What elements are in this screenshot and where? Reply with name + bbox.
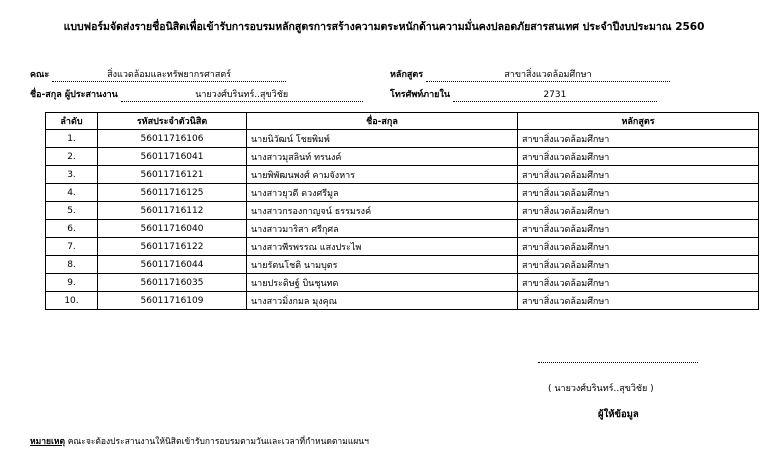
cell-no: 3.	[46, 166, 98, 184]
cell-no: 10.	[46, 292, 98, 310]
cell-student-id: 56011716035	[98, 274, 247, 292]
cell-course: สาขาสิ่งแวดล้อมศึกษา	[518, 148, 759, 166]
cell-course: สาขาสิ่งแวดล้อมศึกษา	[518, 256, 759, 274]
cell-no: 9.	[46, 274, 98, 292]
table-row	[46, 202, 759, 220]
coordinator-field	[30, 87, 363, 102]
table-row	[46, 220, 759, 238]
footnote-label: หมายเหตุ	[30, 437, 65, 447]
cell-student-id: 56011716106	[98, 130, 247, 148]
table-row	[46, 292, 759, 310]
cell-student-id: 56011716040	[98, 220, 247, 238]
cell-course: สาขาสิ่งแวดล้อมศึกษา	[518, 166, 759, 184]
cell-course: สาขาสิ่งแวดล้อมศึกษา	[518, 220, 759, 238]
phone-label: โทรศัพท์ภายใน	[390, 90, 450, 100]
phone-field	[390, 87, 657, 102]
table-row	[46, 238, 759, 256]
cell-no: 2.	[46, 148, 98, 166]
form-title: แบบฟอร์มจัดส่งรายชื่อนิสิตเพื่อเข้ารับการอบรมหลักสูตรการสร้างความตระหนักด้านความมั่นคงปลอดภัยสารสนเทศ ประจำปีงบประมาณ 2560	[63, 21, 705, 33]
course-value: สาขาสิ่งแวดล้อมศึกษา	[426, 70, 670, 82]
cell-student-id: 56011716125	[98, 184, 247, 202]
cell-name: นางสาวกรองกาญจน์ ธรรมรงค์	[247, 202, 518, 220]
cell-course: สาขาสิ่งแวดล้อมศึกษา	[518, 130, 759, 148]
table-row	[46, 130, 759, 148]
header-course: หลักสูตร	[518, 113, 759, 130]
cell-name: นายรัตนโชติ นามบุตร	[247, 256, 518, 274]
cell-student-id: 56011716041	[98, 148, 247, 166]
cell-course: สาขาสิ่งแวดล้อมศึกษา	[518, 238, 759, 256]
phone-value: 2731	[453, 90, 657, 102]
cell-name: นายนิวัฒน์ โชยพิมพ์	[247, 130, 518, 148]
cell-course: สาขาสิ่งแวดล้อมศึกษา	[518, 274, 759, 292]
cell-no: 6.	[46, 220, 98, 238]
cell-no: 5.	[46, 202, 98, 220]
faculty-value: สิ่งแวดล้อมและทรัพยากรศาสตร์	[52, 70, 286, 82]
cell-name: นางสาวมิ่งกมล มุงคุณ	[247, 292, 518, 310]
cell-no: 8.	[46, 256, 98, 274]
course-label: หลักสูตร	[390, 70, 424, 80]
cell-name: นางสาวพีรพรรณ แสงประไพ	[247, 238, 518, 256]
cell-no: 7.	[46, 238, 98, 256]
cell-student-id: 56011716112	[98, 202, 247, 220]
table-row	[46, 256, 759, 274]
header-name: ชื่อ-สกุล	[247, 113, 518, 130]
cell-course: สาขาสิ่งแวดล้อมศึกษา	[518, 292, 759, 310]
signature-name: ( นายวงศ์บรินทร์..สุขวิชัย )	[548, 384, 654, 394]
footnote	[30, 434, 369, 448]
table-row	[46, 274, 759, 292]
cell-name: นายประดิษฐ์ บินชุนทด	[247, 274, 518, 292]
coordinator-value: นายวงศ์บรินทร์..สุขวิชัย	[121, 90, 363, 102]
cell-name: นางสาวมาริสา ศรีกุศล	[247, 220, 518, 238]
table-row	[46, 184, 759, 202]
faculty-field	[30, 67, 286, 82]
cell-student-id: 56011716044	[98, 256, 247, 274]
header-student-id: รหัสประจำตัวนิสิต	[98, 113, 247, 130]
cell-name: นายพิพัฒนพงศ์ คามจังหาร	[247, 166, 518, 184]
table-header-row	[46, 113, 759, 130]
cell-student-id: 56011716109	[98, 292, 247, 310]
cell-student-id: 56011716121	[98, 166, 247, 184]
table-row	[46, 166, 759, 184]
cell-name: นางสาวมุสลินท์ ทรนงค์	[247, 148, 518, 166]
student-table	[45, 112, 759, 310]
cell-student-id: 56011716122	[98, 238, 247, 256]
cell-course: สาขาสิ่งแวดล้อมศึกษา	[518, 184, 759, 202]
coordinator-label: ชื่อ-สกุล ผู้ประสานงาน	[30, 90, 118, 100]
cell-course: สาขาสิ่งแวดล้อมศึกษา	[518, 202, 759, 220]
cell-no: 1.	[46, 130, 98, 148]
faculty-label: คณะ	[30, 70, 50, 80]
header-no: ลำดับ	[46, 113, 98, 130]
signature-line	[538, 361, 698, 363]
table-row	[46, 148, 759, 166]
footnote-text: คณะจะต้องประสานงานให้นิสิตเข้ารับการอบรมตามวันและเวลาที่กำหนดตามแผนฯ	[67, 437, 369, 447]
cell-no: 4.	[46, 184, 98, 202]
signature-role: ผู้ให้ข้อมูล	[598, 409, 639, 420]
course-field	[390, 67, 670, 82]
cell-name: นางสาวยุวดี ดวงศรีมูล	[247, 184, 518, 202]
